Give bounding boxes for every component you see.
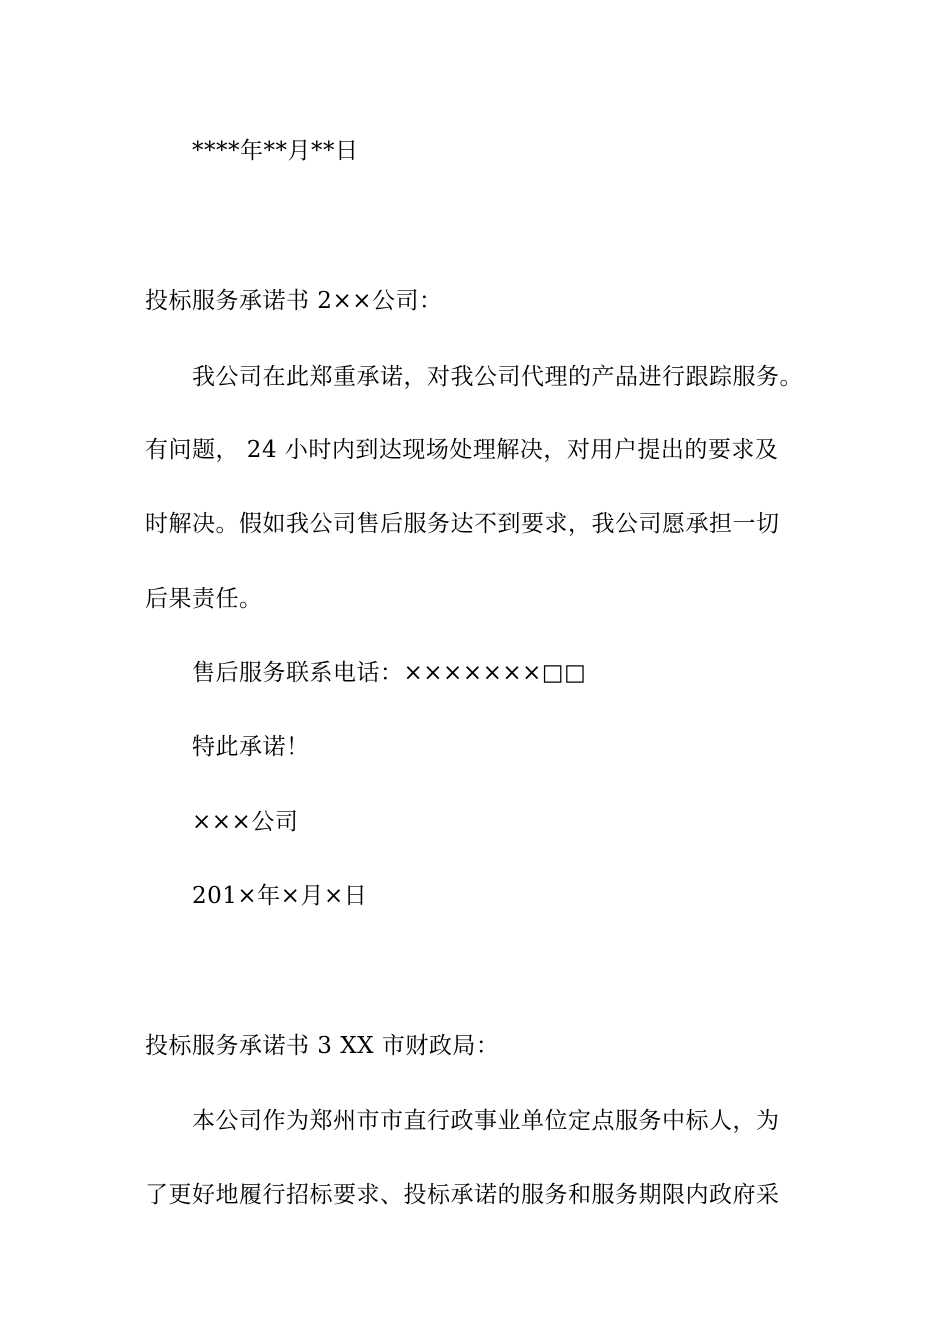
heading-commitment-2: 投标服务承诺书 2××公司： [145, 288, 443, 314]
date-line-2: 201×年×月×日 [192, 883, 368, 909]
date-line-1: ****年**月**日 [192, 138, 359, 164]
paragraph-line: 有问题， 24 小时内到达现场处理解决，对用户提出的要求及 [145, 437, 779, 463]
paragraph-line: 时解决。假如我公司售后服务达不到要求，我公司愿承担一切 [145, 511, 780, 537]
closing-line: 特此承诺！ [192, 734, 310, 760]
paragraph-line: 本公司作为郑州市市直行政事业单位定点服务中标人，为 [192, 1108, 780, 1134]
paragraph-line: 后果责任。 [145, 586, 263, 612]
heading-commitment-3: 投标服务承诺书 3 XX 市财政局： [145, 1033, 500, 1059]
paragraph-line: 我公司在此郑重承诺，对我公司代理的产品进行跟踪服务。 [192, 364, 803, 390]
company-signature: ×××公司 [192, 809, 299, 835]
phone-line: 售后服务联系电话：×××××××□□ [192, 660, 587, 686]
paragraph-line: 了更好地履行招标要求、投标承诺的服务和服务期限内政府采 [145, 1182, 780, 1208]
